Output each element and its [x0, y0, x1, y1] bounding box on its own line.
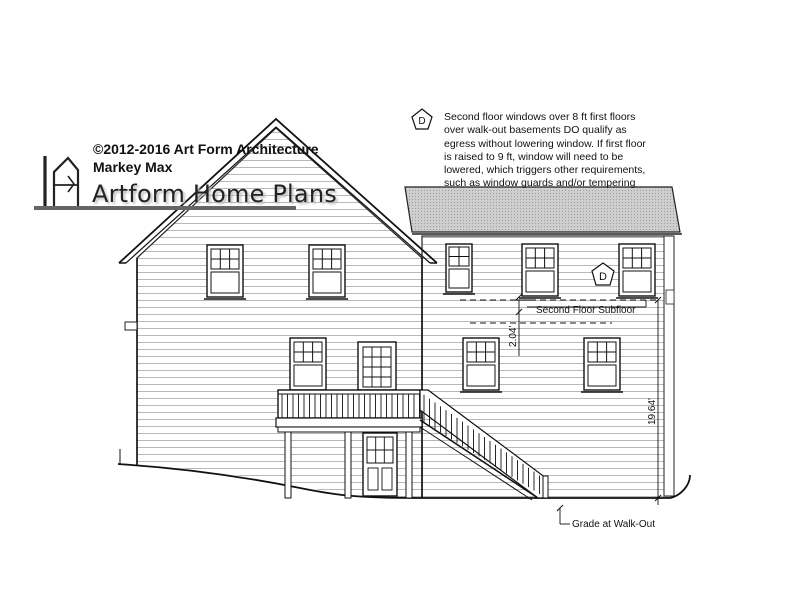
upper-window	[306, 245, 348, 299]
dimension-tall: 19.64'	[647, 398, 658, 425]
dimension-short: 2.04'	[508, 325, 519, 347]
right-wing-roof	[405, 187, 680, 232]
note-line: lowered, which triggers other requirements,	[444, 164, 646, 177]
upper-window	[616, 244, 658, 298]
lower-door	[363, 433, 397, 496]
copyright-watermark	[93, 140, 319, 176]
subfloor-label: Second Floor Subfloor	[536, 305, 636, 316]
note-line: over walk-out basements DO qualify as	[444, 124, 627, 137]
note-line: egress without lowering window. If first floor	[444, 137, 646, 150]
lower-window	[460, 338, 502, 392]
svg-text:D: D	[599, 271, 607, 283]
upper-window	[204, 245, 246, 299]
svg-text:D: D	[418, 116, 426, 127]
note-marker-pentagon	[412, 109, 432, 129]
note-line: Second floor windows over 8 ft first floors	[444, 111, 636, 123]
brand-name: Artform Home Plans	[92, 180, 337, 208]
lower-window	[287, 338, 329, 392]
note-line: is raised to 9 ft, window will need to be	[444, 150, 624, 163]
copyright-line: ©2012-2016 Art Form Architecture	[93, 141, 319, 157]
upper-door	[358, 342, 396, 390]
egress-note	[444, 111, 684, 191]
project-name: Markey Max	[93, 159, 173, 175]
upper-window	[519, 244, 561, 298]
grade-label: Grade at Walk-Out	[572, 519, 655, 530]
upper-window	[443, 244, 475, 294]
note-line: such as window guards and/or tempering	[444, 177, 636, 190]
lower-window	[581, 338, 623, 392]
